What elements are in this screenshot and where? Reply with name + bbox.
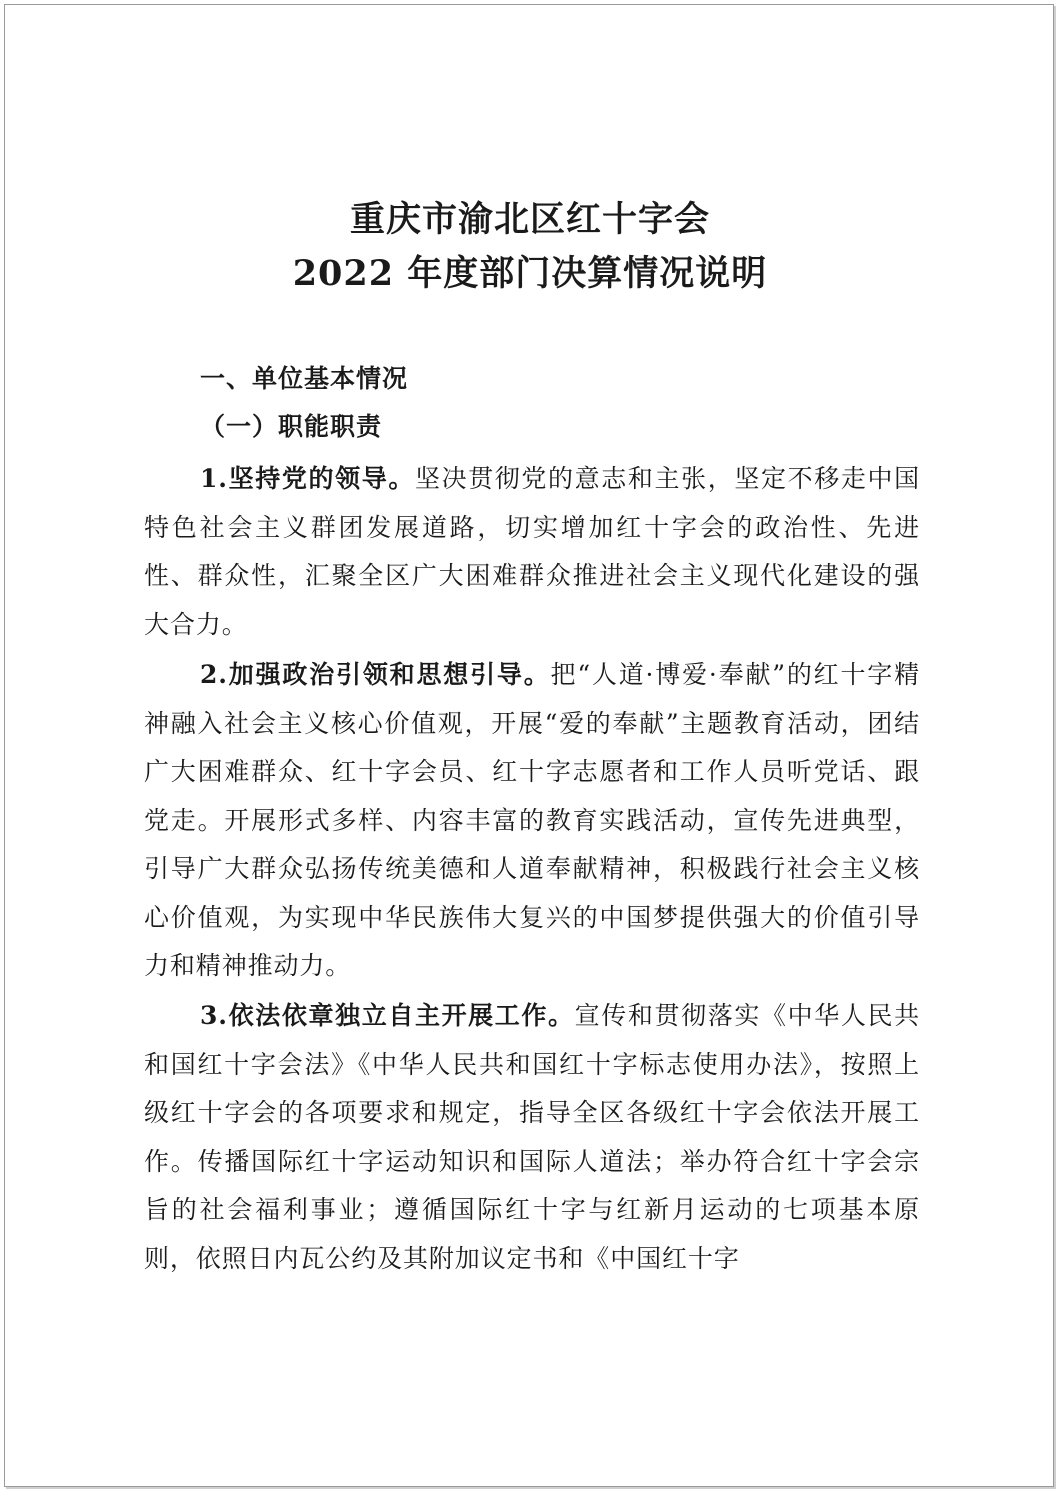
document-title: 重庆市渝北区红十字会 xyxy=(349,199,710,240)
paragraph-1-text: 坚决贯彻党的意志和主张，坚定不移走中国特色社会主义群团发展道路，切实增加红十字会的政治性、先进性、群众性，汇聚全区广大困难群众推进社会主义现代化建设的强大合力。 xyxy=(144,464,920,639)
paragraph-3 xyxy=(144,992,920,1283)
paragraph-2 xyxy=(144,651,920,991)
section-heading: 一、单位基本情况 xyxy=(200,364,409,393)
paragraph-2-text: 把“人道·博爱·奉献”的红十字精神融入社会主义核心价值观，开展“爱的奉献”主题教育活动，团结广大困难群众、红十字会员、红十字志愿者和工作人员听党话、跟党走。开展形式多样、内容丰富的教育实践活动，宣传先进典型，引导广大群众弘扬传统美德和人道奉献精神，积极践行社会主义核心价值观，为实现中华民族伟大复兴的中国梦提供强大的价值引导力和精神推动力。 xyxy=(144,660,920,980)
paragraph-2-lead: 2.加强政治引领和思想引导。 xyxy=(200,660,551,689)
document-subtitle: 2022 年度部门决算情况说明 xyxy=(292,253,768,294)
paragraph-1 xyxy=(144,455,920,649)
paragraph-1-lead: 1.坚持党的领导。 xyxy=(200,464,415,493)
paragraph-3-text: 宣传和贯彻落实《中华人民共和国红十字会法》《中华人民共和国红十字标志使用办法》，按照上级红十字会的各项要求和规定，指导全区各级红十字会依法开展工作。传播国际红十字运动知识和国际人道法；举办符合红十字会宗旨的社会福利事业；遵循国际红十字与红新月运动的七项基本原则，依照日内瓦公约及其附加议定书和《中国红十字 xyxy=(144,1001,920,1273)
paragraph-3-lead: 3.依法依章独立自主开展工作。 xyxy=(200,1001,575,1030)
subsection-heading: （一）职能职责 xyxy=(200,412,383,441)
